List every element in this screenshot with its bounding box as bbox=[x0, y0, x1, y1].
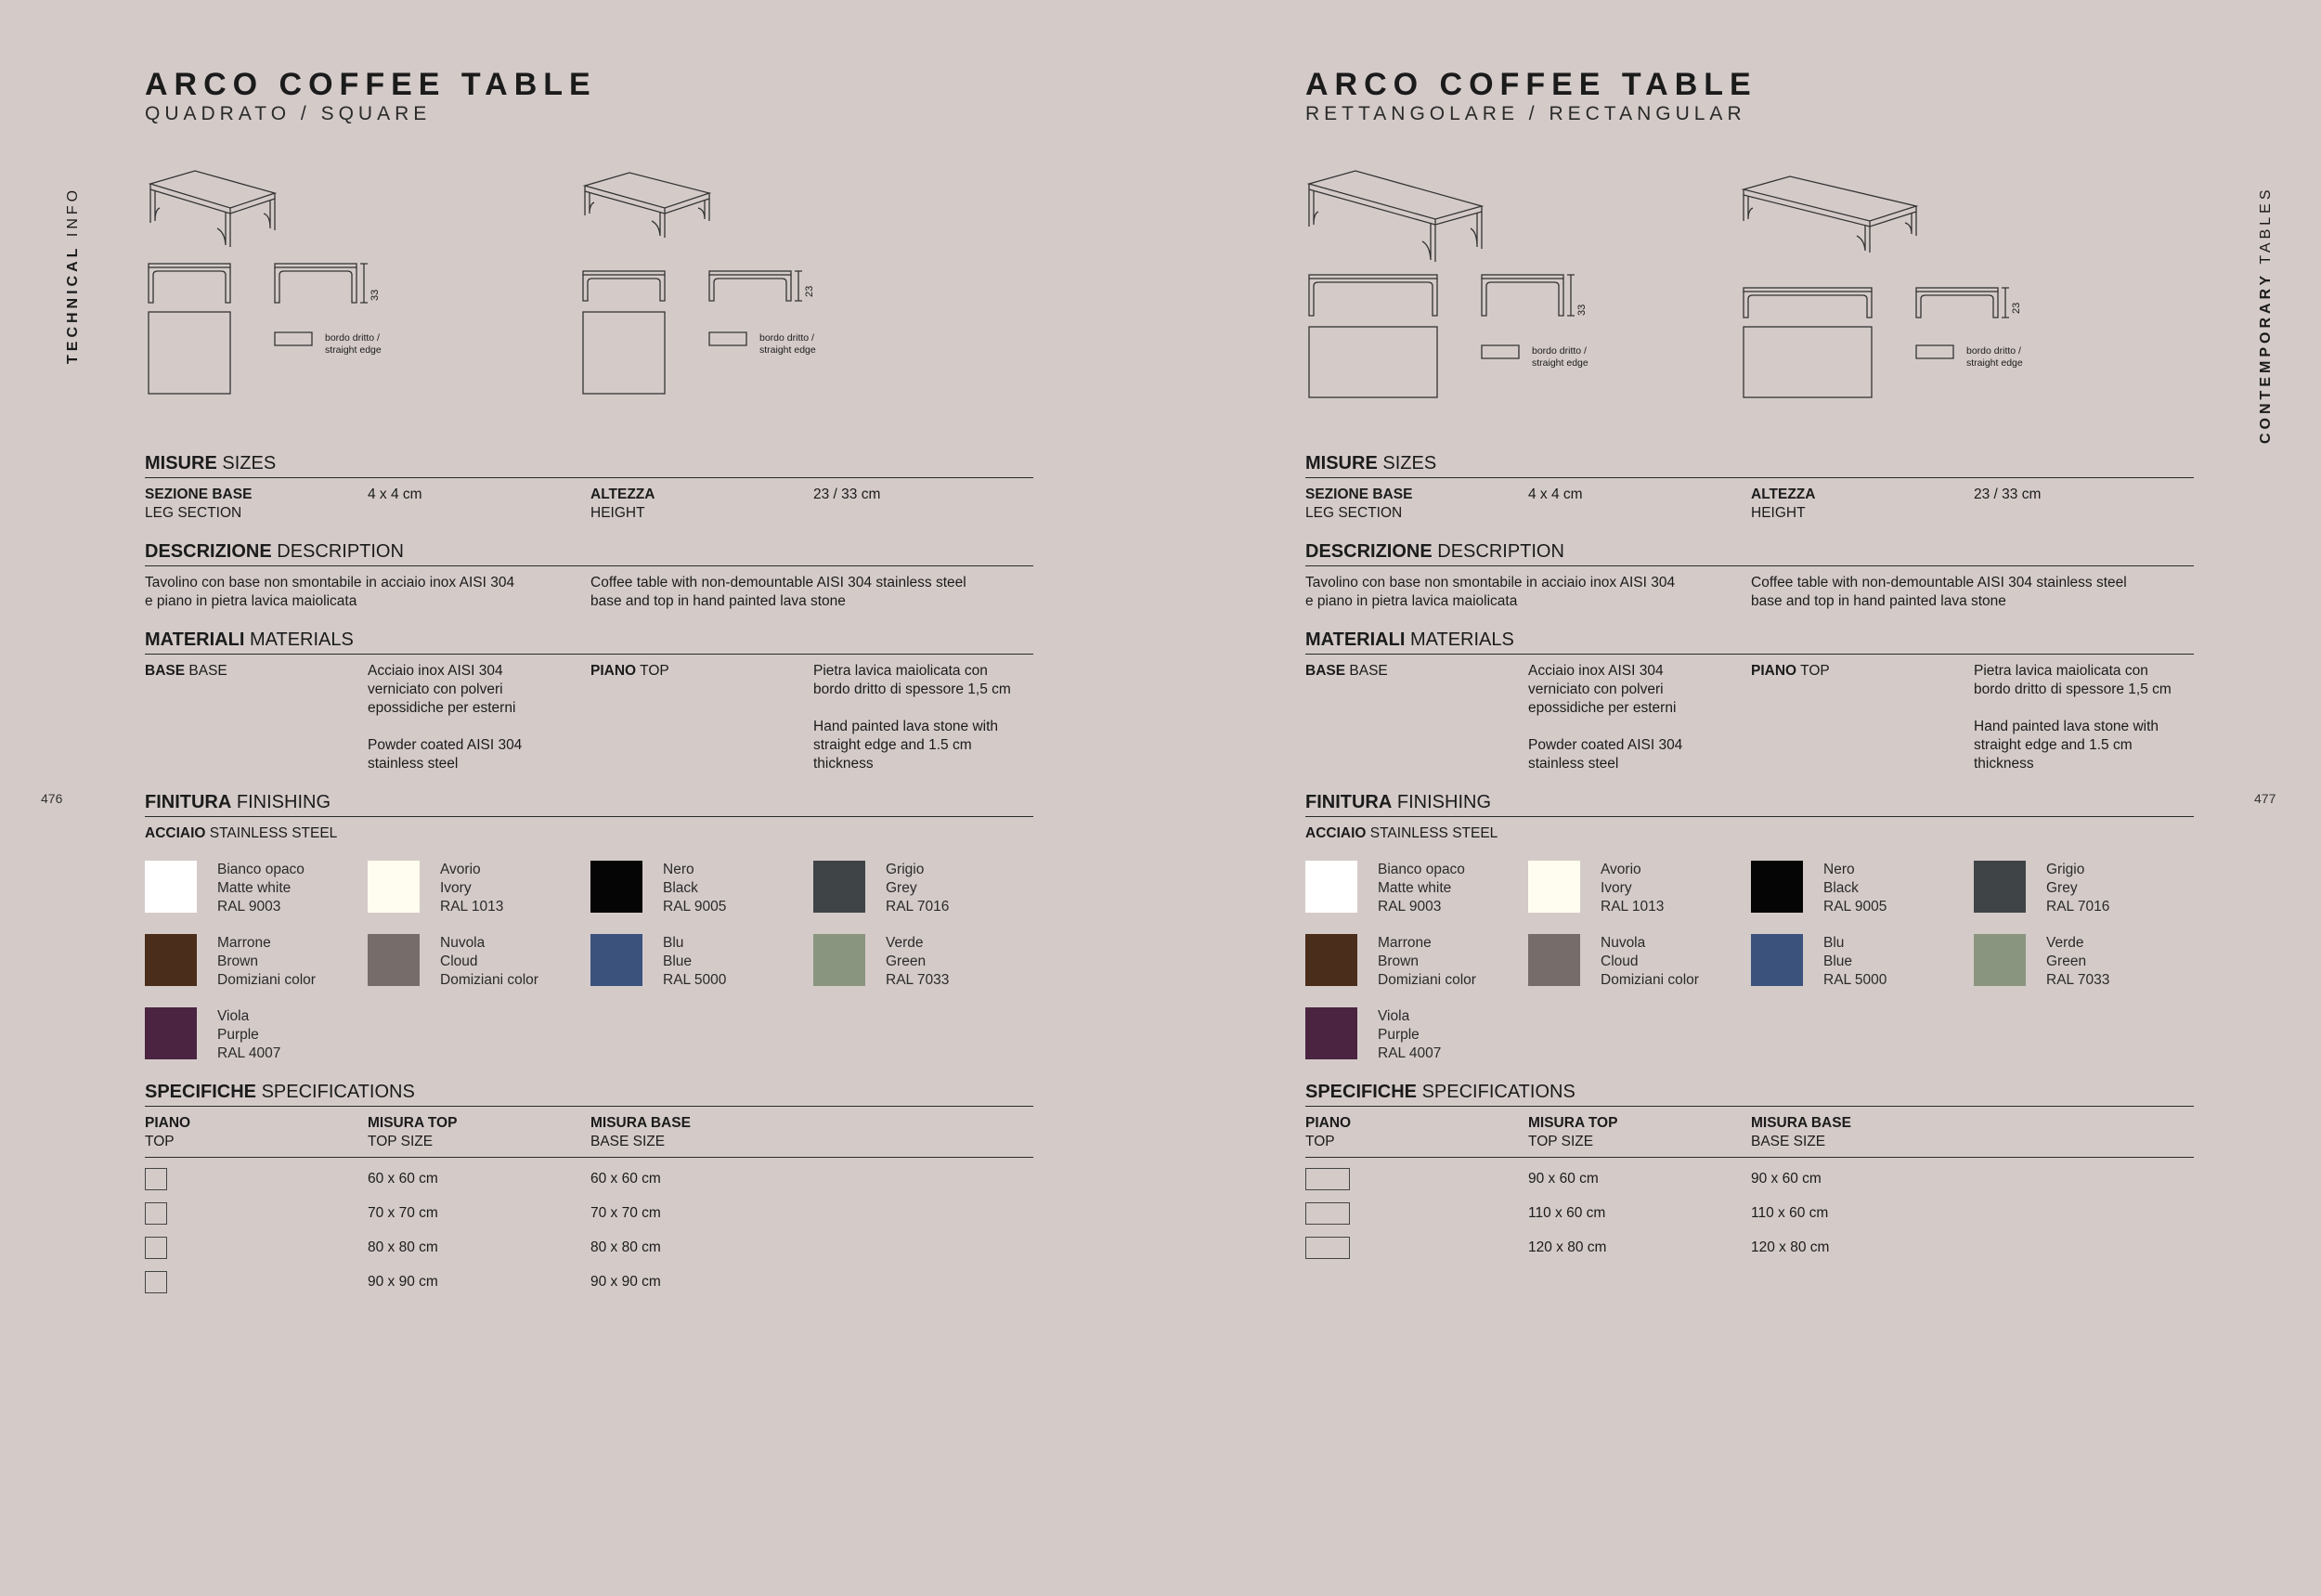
swatch-label-line: Ivory bbox=[440, 880, 472, 896]
height-label: ALTEZZA HEIGHT bbox=[590, 487, 655, 521]
description-english: Coffee table with non-demountable AISI 304 stainless steel base and top in hand painted lava stone bbox=[1751, 575, 2127, 609]
table-perspective-tall bbox=[1309, 171, 1482, 262]
swatch-label-line: RAL 7016 bbox=[2046, 899, 2110, 915]
swatch-label-line: Nuvola bbox=[440, 935, 486, 951]
table-drawings-svg bbox=[1305, 167, 2194, 483]
swatch-color-chip bbox=[1751, 861, 1803, 913]
color-swatch bbox=[590, 934, 813, 990]
edge-note-short: bordo dritto / straight edge bbox=[1966, 345, 2023, 369]
table-perspective-short bbox=[585, 173, 709, 238]
edge-note-tall: bordo dritto / straight edge bbox=[1532, 345, 1588, 369]
swatch-label-line: Bianco opaco bbox=[1378, 862, 1465, 877]
page-number-right: 477 bbox=[2254, 791, 2276, 806]
section-heading: MATERIALI MATERIALS bbox=[1305, 628, 2194, 655]
section-heading: SPECIFICHE SPECIFICATIONS bbox=[1305, 1080, 2194, 1107]
description-italian: Tavolino con base non smontabile in acciaio inox AISI 304 e piano in pietra lavica maiolicata bbox=[145, 575, 515, 609]
swatch-label-line: Domiziani color bbox=[217, 972, 316, 988]
color-swatch bbox=[813, 861, 1033, 916]
color-swatch bbox=[368, 934, 590, 990]
color-swatch bbox=[1528, 861, 1751, 916]
edge-detail-tall bbox=[1482, 345, 1519, 358]
swatch-color-chip bbox=[1974, 934, 2026, 986]
table-perspective-short bbox=[1744, 176, 1916, 253]
materials-section bbox=[145, 628, 1033, 773]
swatch-label-line: RAL 5000 bbox=[663, 972, 727, 988]
page-rectangular bbox=[1160, 0, 2321, 1596]
swatch-label-line: Marrone bbox=[217, 935, 271, 951]
height-value: 23 / 33 cm bbox=[1974, 487, 2042, 502]
swatch-label bbox=[1601, 861, 1664, 916]
table-row bbox=[1305, 1196, 2194, 1230]
finish-subheading: ACCIAIO STAINLESS STEEL bbox=[145, 825, 338, 841]
top-size-cell: 90 x 60 cm bbox=[1528, 1170, 1599, 1187]
swatch-label-line: RAL 9003 bbox=[1378, 899, 1442, 915]
plan-view-tall bbox=[149, 312, 230, 394]
swatch-label bbox=[217, 861, 305, 916]
section-heading: MISURE SIZES bbox=[145, 451, 1033, 478]
swatch-color-chip bbox=[368, 861, 420, 913]
base-size-cell: 120 x 80 cm bbox=[1751, 1239, 1830, 1255]
plan-view-short bbox=[583, 312, 665, 394]
swatch-label bbox=[1823, 861, 1887, 916]
swatch-label-line: Purple bbox=[217, 1027, 259, 1043]
swatch-color-chip bbox=[590, 934, 642, 986]
swatch-color-chip bbox=[813, 861, 865, 913]
spec-table-header bbox=[145, 1107, 1033, 1158]
swatch-label-line: RAL 9003 bbox=[217, 899, 281, 915]
table-row bbox=[145, 1161, 1033, 1196]
square-top-icon bbox=[145, 1168, 167, 1190]
section-heading: FINITURA FINISHING bbox=[1305, 790, 2194, 817]
swatch-label-line: RAL 9005 bbox=[1823, 899, 1887, 915]
table-row bbox=[1305, 1230, 2194, 1265]
description-english: Coffee table with non-demountable AISI 304 stainless steel base and top in hand painted lava stone bbox=[590, 575, 966, 609]
base-size-cell: 80 x 80 cm bbox=[590, 1239, 661, 1255]
color-swatch bbox=[813, 934, 1033, 990]
color-swatch bbox=[145, 861, 368, 916]
swatch-label bbox=[663, 861, 726, 916]
color-swatch bbox=[1974, 861, 2194, 916]
section-heading: DESCRIZIONE DESCRIPTION bbox=[145, 539, 1033, 566]
swatch-label-line: Blu bbox=[663, 935, 684, 951]
swatch-label-line: Blue bbox=[663, 954, 693, 969]
color-swatch bbox=[368, 861, 590, 916]
col-top: PIANO TOP bbox=[1305, 1115, 1352, 1149]
swatch-label-line: Purple bbox=[1378, 1027, 1420, 1043]
top-size-cell: 70 x 70 cm bbox=[368, 1204, 438, 1221]
swatch-label-line: Grey bbox=[886, 880, 917, 896]
height-label: ALTEZZA HEIGHT bbox=[1751, 487, 1816, 521]
dimension-23: 23 bbox=[2011, 302, 2022, 314]
swatch-label-line: Brown bbox=[217, 954, 258, 969]
swatch-label-line: RAL 9005 bbox=[663, 899, 727, 915]
page-subtitle: QUADRATO / SQUARE bbox=[145, 103, 432, 124]
swatch-label-line: Domiziani color bbox=[1378, 972, 1476, 988]
swatch-color-chip bbox=[1528, 934, 1580, 986]
col-base-size: MISURA BASE BASE SIZE bbox=[1751, 1115, 1851, 1149]
swatch-color-chip bbox=[145, 1007, 197, 1059]
swatch-label-line: Viola bbox=[217, 1008, 250, 1024]
materials-section bbox=[1305, 628, 2194, 773]
square-top-icon bbox=[145, 1237, 167, 1259]
plan-view-tall bbox=[1309, 327, 1437, 397]
swatch-label-line: Verde bbox=[2046, 935, 2084, 951]
swatch-label bbox=[217, 934, 316, 990]
swatch-label-line: Grigio bbox=[886, 862, 925, 877]
top-label: PIANO TOP bbox=[590, 663, 669, 679]
section-heading: FINITURA FINISHING bbox=[145, 790, 1033, 817]
swatch-label-line: Ivory bbox=[1601, 880, 1632, 896]
front-elevation-short bbox=[583, 271, 665, 301]
top-shape-cell bbox=[1305, 1237, 1528, 1259]
dimension-23: 23 bbox=[804, 285, 815, 297]
base-material-text: Acciaio inox AISI 304 verniciato con polveri epossidiche per esterni Powder coated AISI 304 stainless steel bbox=[368, 663, 523, 772]
table-drawings-svg bbox=[145, 167, 1033, 483]
swatch-label bbox=[2046, 934, 2109, 990]
color-swatch bbox=[1305, 861, 1528, 916]
color-swatch bbox=[1305, 934, 1528, 990]
front-elevation-tall bbox=[1309, 275, 1437, 316]
side-elevation-tall bbox=[275, 264, 368, 303]
swatch-label-line: Avorio bbox=[1601, 862, 1641, 877]
top-size-cell: 90 x 90 cm bbox=[368, 1273, 438, 1290]
table-row bbox=[145, 1265, 1033, 1299]
swatch-label-line: Grigio bbox=[2046, 862, 2085, 877]
swatch-label bbox=[440, 934, 538, 990]
swatch-label-line: Grey bbox=[2046, 880, 2078, 896]
swatch-grid bbox=[1305, 843, 2194, 1063]
base-size-cell: 110 x 60 cm bbox=[1751, 1204, 1829, 1221]
side-elevation-short bbox=[709, 271, 802, 301]
top-shape-cell bbox=[145, 1202, 368, 1225]
col-top-size: MISURA TOP TOP SIZE bbox=[368, 1115, 458, 1149]
base-size-cell: 60 x 60 cm bbox=[590, 1170, 661, 1187]
swatch-label bbox=[2046, 861, 2109, 916]
swatch-label-line: Marrone bbox=[1378, 935, 1432, 951]
edge-note-tall: bordo dritto / straight edge bbox=[325, 332, 382, 356]
swatch-label-line: Green bbox=[2046, 954, 2087, 969]
swatch-color-chip bbox=[1974, 861, 2026, 913]
edge-detail-short bbox=[709, 332, 746, 345]
color-swatch bbox=[1305, 1007, 1528, 1063]
swatch-label-line: RAL 7033 bbox=[2046, 972, 2110, 988]
swatch-color-chip bbox=[368, 934, 420, 986]
swatch-label-line: Avorio bbox=[440, 862, 481, 877]
swatch-label-line: Verde bbox=[886, 935, 924, 951]
base-material-text: Acciaio inox AISI 304 verniciato con polveri epossidiche per esterni Powder coated AISI 304 stainless steel bbox=[1528, 663, 1683, 772]
finish-subheading: ACCIAIO STAINLESS STEEL bbox=[1305, 825, 1498, 841]
leg-section-value: 4 x 4 cm bbox=[1528, 487, 1583, 502]
section-heading: MISURE SIZES bbox=[1305, 451, 2194, 478]
col-top-size: MISURA TOP TOP SIZE bbox=[1528, 1115, 1618, 1149]
front-elevation-short bbox=[1744, 288, 1872, 318]
swatch-label bbox=[886, 934, 949, 990]
page-number-left: 476 bbox=[41, 791, 63, 806]
col-base-size: MISURA BASE BASE SIZE bbox=[590, 1115, 691, 1149]
color-swatch bbox=[145, 1007, 368, 1063]
swatch-label bbox=[663, 934, 726, 990]
side-label-contemporary-tables: CONTEMPORARY TABLES bbox=[2258, 186, 2274, 444]
swatch-grid bbox=[145, 843, 1033, 1063]
swatch-color-chip bbox=[145, 934, 197, 986]
plan-view-short bbox=[1744, 327, 1872, 397]
leg-section-value: 4 x 4 cm bbox=[368, 487, 422, 502]
swatch-label-line: Matte white bbox=[217, 880, 292, 896]
swatch-label-line: RAL 7016 bbox=[886, 899, 950, 915]
spec-rows bbox=[1305, 1158, 2194, 1265]
swatch-color-chip bbox=[590, 861, 642, 913]
specifications-section bbox=[145, 1080, 1033, 1299]
top-label: PIANO TOP bbox=[1751, 663, 1830, 679]
base-size-cell: 70 x 70 cm bbox=[590, 1204, 661, 1221]
table-row bbox=[145, 1230, 1033, 1265]
swatch-label bbox=[1378, 934, 1476, 990]
table-perspective-tall bbox=[150, 171, 275, 247]
base-size-cell: 90 x 90 cm bbox=[590, 1273, 661, 1290]
edge-note-short: bordo dritto / straight edge bbox=[759, 332, 816, 356]
top-size-cell: 110 x 60 cm bbox=[1528, 1204, 1606, 1221]
color-swatch bbox=[1974, 934, 2194, 990]
section-heading: SPECIFICHE SPECIFICATIONS bbox=[145, 1080, 1033, 1107]
color-swatch bbox=[1528, 934, 1751, 990]
swatch-label-line: Green bbox=[886, 954, 927, 969]
swatch-color-chip bbox=[1305, 934, 1357, 986]
spec-table-header bbox=[1305, 1107, 2194, 1158]
swatch-color-chip bbox=[813, 934, 865, 986]
finishing-section bbox=[145, 790, 1033, 1063]
dimension-33: 33 bbox=[370, 289, 381, 301]
section-heading: MATERIALI MATERIALS bbox=[145, 628, 1033, 655]
page-content bbox=[145, 67, 1033, 1299]
swatch-label-line: Nuvola bbox=[1601, 935, 1646, 951]
page-subtitle: RETTANGOLARE / RECTANGULAR bbox=[1305, 103, 1746, 124]
top-shape-cell bbox=[145, 1237, 368, 1259]
top-size-cell: 120 x 80 cm bbox=[1528, 1239, 1607, 1255]
leg-section-label: SEZIONE BASE LEG SECTION bbox=[1305, 487, 1413, 521]
page-title: ARCO COFFEE TABLE bbox=[145, 67, 597, 102]
edge-detail-tall bbox=[275, 332, 312, 345]
color-swatch bbox=[1751, 934, 1974, 990]
top-material-text: Pietra lavica maiolicata con bordo dritto di spessore 1,5 cm Hand painted lava stone with straight edge and 1.5 cm thickness bbox=[1974, 663, 2172, 772]
swatch-label-line: Bianco opaco bbox=[217, 862, 305, 877]
side-label-technical-info: TECHNICAL INFO bbox=[65, 186, 81, 364]
swatch-color-chip bbox=[1751, 934, 1803, 986]
leg-section-label: SEZIONE BASE LEG SECTION bbox=[145, 487, 253, 521]
swatch-label-line: Cloud bbox=[1601, 954, 1639, 969]
spec-rows bbox=[145, 1158, 1033, 1299]
swatch-label bbox=[1378, 861, 1465, 916]
swatch-label-line: Blu bbox=[1823, 935, 1845, 951]
swatch-label-line: RAL 1013 bbox=[440, 899, 504, 915]
base-label: BASE BASE bbox=[1305, 663, 1388, 679]
dimension-33: 33 bbox=[1576, 304, 1588, 316]
height-value: 23 / 33 cm bbox=[813, 487, 881, 502]
rectangle-top-icon bbox=[1305, 1237, 1350, 1259]
swatch-label-line: RAL 4007 bbox=[217, 1045, 281, 1061]
page-title: ARCO COFFEE TABLE bbox=[1305, 67, 1757, 102]
color-swatch bbox=[145, 934, 368, 990]
table-row bbox=[145, 1196, 1033, 1230]
finishing-section bbox=[1305, 790, 2194, 1063]
technical-drawings bbox=[145, 167, 1033, 483]
top-shape-cell bbox=[145, 1271, 368, 1293]
swatch-label-line: Cloud bbox=[440, 954, 478, 969]
description-section bbox=[1305, 539, 2194, 611]
swatch-label-line: RAL 7033 bbox=[886, 972, 950, 988]
swatch-label-line: Domiziani color bbox=[440, 972, 538, 988]
color-swatch bbox=[1751, 861, 1974, 916]
color-swatch bbox=[590, 861, 813, 916]
top-size-cell: 60 x 60 cm bbox=[368, 1170, 438, 1187]
swatch-label-line: RAL 5000 bbox=[1823, 972, 1887, 988]
section-heading: DESCRIZIONE DESCRIPTION bbox=[1305, 539, 2194, 566]
swatch-label-line: Nero bbox=[663, 862, 694, 877]
swatch-color-chip bbox=[1528, 861, 1580, 913]
swatch-color-chip bbox=[1305, 1007, 1357, 1059]
table-row bbox=[1305, 1161, 2194, 1196]
square-top-icon bbox=[145, 1202, 167, 1225]
front-elevation-tall bbox=[149, 264, 230, 303]
swatch-label-line: RAL 1013 bbox=[1601, 899, 1665, 915]
swatch-label-line: Brown bbox=[1378, 954, 1419, 969]
swatch-label bbox=[1378, 1007, 1441, 1063]
swatch-label bbox=[440, 861, 503, 916]
base-size-cell: 90 x 60 cm bbox=[1751, 1170, 1822, 1187]
technical-drawings bbox=[1305, 167, 2194, 483]
rectangle-top-icon bbox=[1305, 1168, 1350, 1190]
swatch-label bbox=[217, 1007, 280, 1063]
swatch-label-line: Nero bbox=[1823, 862, 1855, 877]
swatch-label bbox=[1823, 934, 1887, 990]
col-top: PIANO TOP bbox=[145, 1115, 191, 1149]
edge-detail-short bbox=[1916, 345, 1953, 358]
side-elevation-short bbox=[1916, 288, 2009, 318]
square-top-icon bbox=[145, 1271, 167, 1293]
swatch-label-line: Blue bbox=[1823, 954, 1853, 969]
specifications-section bbox=[1305, 1080, 2194, 1265]
top-size-cell: 80 x 80 cm bbox=[368, 1239, 438, 1255]
swatch-label-line: Black bbox=[1823, 880, 1859, 896]
swatch-label-line: Viola bbox=[1378, 1008, 1410, 1024]
swatch-label-line: Black bbox=[663, 880, 698, 896]
base-label: BASE BASE bbox=[145, 663, 227, 679]
swatch-label-line: Matte white bbox=[1378, 880, 1452, 896]
page-square bbox=[0, 0, 1160, 1596]
description-italian: Tavolino con base non smontabile in acciaio inox AISI 304 e piano in pietra lavica maiolicata bbox=[1305, 575, 1676, 609]
swatch-label bbox=[1601, 934, 1699, 990]
page-content bbox=[1305, 67, 2194, 1265]
top-shape-cell bbox=[1305, 1202, 1528, 1225]
swatch-label bbox=[886, 861, 949, 916]
top-shape-cell bbox=[145, 1168, 368, 1190]
swatch-color-chip bbox=[145, 861, 197, 913]
swatch-label-line: RAL 4007 bbox=[1378, 1045, 1442, 1061]
swatch-label-line: Domiziani color bbox=[1601, 972, 1699, 988]
side-elevation-tall bbox=[1482, 275, 1575, 316]
top-material-text: Pietra lavica maiolicata con bordo dritto di spessore 1,5 cm Hand painted lava stone with straight edge and 1.5 cm thickness bbox=[813, 663, 1011, 772]
description-section bbox=[145, 539, 1033, 611]
swatch-color-chip bbox=[1305, 861, 1357, 913]
top-shape-cell bbox=[1305, 1168, 1528, 1190]
rectangle-top-icon bbox=[1305, 1202, 1350, 1225]
